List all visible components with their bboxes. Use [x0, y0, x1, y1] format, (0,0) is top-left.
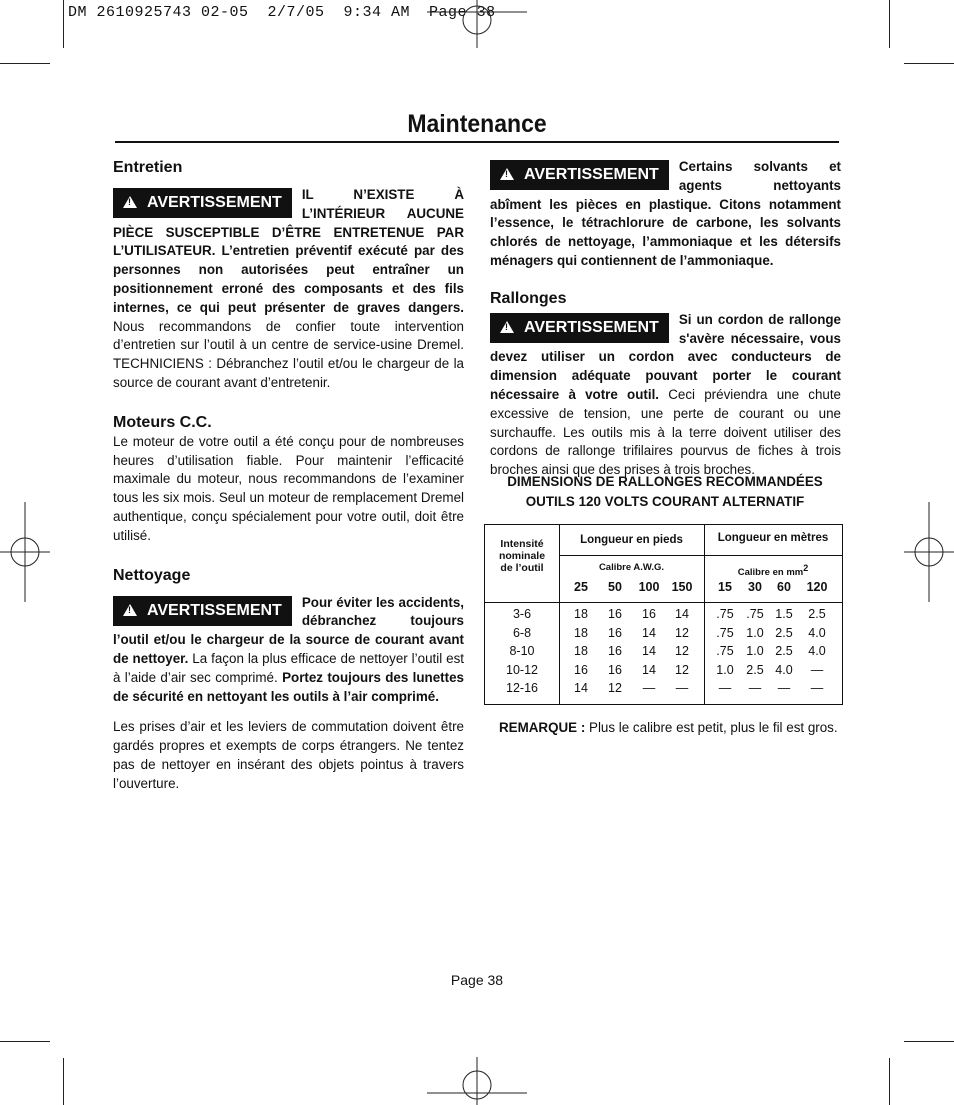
amps-cell: 10-12	[506, 662, 538, 677]
awg-cell: 16	[608, 625, 622, 640]
page-title: Maintenance	[407, 110, 547, 138]
amps-cell: 8-10	[509, 644, 535, 658]
crop-mark	[0, 63, 50, 64]
amps-cell: 12-16	[506, 681, 538, 695]
extension-cord-table	[484, 524, 843, 705]
heading-nettoyage: Nettoyage	[113, 566, 191, 584]
crop-mark	[904, 1041, 954, 1042]
crop-mark	[63, 0, 64, 48]
awg-cell: 14	[675, 607, 689, 621]
mm-cell: 4.0	[808, 644, 826, 658]
mm-cell: 1.0	[716, 662, 734, 677]
awg-cell: 16	[608, 662, 622, 677]
mm-cell: 2.5	[746, 662, 764, 677]
awg-cell: 16	[608, 644, 622, 658]
awg-cell: 12	[608, 681, 622, 695]
awg-cell: 18	[574, 625, 588, 640]
mm-cell: —	[748, 681, 762, 695]
rallonges-text: !AVERTISSEMENT Si un cordon de rallonge s'avère nécessaire, vous devez utiliser un cordon avec conducteurs de dimension adéquate pouvant porter le courant nécessaire à votre outil. Ceci préviendra une chute excessive de tension, une perte de courant ou une surchauffe. Les outils mis à la terre doivent utiliser des cordons de rallonge trifilaires pourvus de fiches à trois broches ainsi que des prises à trois broches.	[490, 311, 841, 480]
mm-cell: 2.5	[775, 625, 793, 640]
awg-cell: —	[642, 681, 656, 695]
page-number: Page 38	[450, 972, 504, 988]
warning-badge: !AVERTISSEMENT	[490, 160, 669, 190]
col-header-feet: Longueur en pieds	[580, 534, 683, 546]
awg-cell: 12	[675, 625, 689, 640]
feet-header-cell: 150	[671, 580, 693, 594]
remark: REMARQUE : Plus le calibre est petit, plus le fil est gros.	[499, 720, 838, 735]
meters-header-cell: 15	[718, 580, 732, 594]
mm-cell: 2.5	[808, 607, 826, 621]
warning-badge: !AVERTISSEMENT	[113, 188, 292, 218]
mm-cell: 1.0	[746, 644, 764, 658]
warning-triangle-icon	[500, 321, 514, 333]
registration-mark-left	[0, 502, 50, 602]
awg-cell: 16	[642, 607, 656, 621]
mm-cell: 1.5	[775, 607, 793, 621]
mm-cell: 4.0	[808, 625, 826, 640]
solvants-text: !AVERTISSEMENT Certains solvants et agents nettoyants abîment les pièces en plastique. Citons notamment l’essence, le tétrachlorure de carbone, les solvants chlorés de nettoyage, l’ammoniaque et les détersifs ménagers qui contiennent de l’ammoniaque.	[490, 158, 841, 271]
crop-mark	[889, 0, 890, 48]
feet-header-cell: 25	[574, 580, 588, 594]
feet-header-cell: 50	[608, 580, 622, 594]
mm-cell: —	[810, 681, 824, 695]
awg-cell: 14	[642, 662, 656, 677]
col-header-amps: Intensité nominale de l’outil	[498, 538, 546, 574]
mm-cell: 2.5	[775, 644, 793, 658]
awg-cell: 16	[574, 662, 588, 677]
amps-cell: 6-8	[512, 625, 532, 640]
meters-header-cell: 120	[806, 580, 828, 594]
awg-cell: 18	[574, 644, 588, 658]
heading-moteurs: Moteurs C.C.	[113, 413, 212, 431]
crop-mark	[0, 1041, 50, 1042]
mm-cell: .75	[746, 607, 764, 621]
awg-cell: 14	[642, 644, 656, 658]
mm-cell: —	[810, 662, 824, 677]
table-title: DIMENSIONS DE RALLONGES RECOMMANDÉES OUTILS 120 VOLTS COURANT ALTERNATIF	[507, 474, 823, 509]
warning-badge: !AVERTISSEMENT	[490, 313, 669, 343]
col-header-meters: Longueur en mètres	[717, 532, 829, 544]
mm-cell: —	[777, 681, 791, 695]
title-rule	[115, 141, 839, 143]
registration-mark-top	[427, 0, 527, 50]
crop-mark	[904, 63, 954, 64]
moteurs-text: Le moteur de votre outil a été conçu pour de nombreuses heures d’utilisation fiable. Pour maintenir l’efficacité maximale du moteur, nous recommandons de l’examiner tous les six mois. Seul un moteur de remplacement Dremel authentique, conçu spécialement pour votre outil, doit être utilisé.	[113, 433, 464, 543]
awg-cell: 16	[608, 607, 622, 621]
warning-triangle-icon	[123, 604, 137, 616]
mm-cell: .75	[716, 625, 734, 640]
mm-cell: —	[718, 681, 732, 695]
mm-cell: .75	[716, 607, 734, 621]
heading-rallonges: Rallonges	[490, 289, 567, 307]
registration-mark-bottom	[427, 1055, 527, 1105]
crop-mark	[63, 1058, 64, 1105]
entretien-text: !AVERTISSEMENT IL N’EXISTE À L’INTÉRIEUR AUCUNE PIÈCE SUSCEPTIBLE D’ÊTRE ENTRETENUE PAR L’UTILISATEUR. L’entretien préventif exécuté par des personnes non autorisées peut entraîner un positionnement erroné des composants et des fils internes, ce qui peut présenter de graves dangers. Nous recommandons de confier toute intervention d’entretien sur l’outil à un centre de service-usine Dremel. TECHNICIENS : Débranchez l’outil et/ou le chargeur de la source de courant avant d’entretenir.	[113, 186, 464, 393]
amps-cell: 3-6	[512, 607, 532, 621]
nettoyage-text-2: Les prises d’air et les leviers de commutation doivent être gardés propres et exempts de corps étrangers. Ne tentez pas de nettoyer en insérant des objets pointus à travers l’ouverture.	[113, 719, 464, 791]
mm-cell: 1.0	[746, 625, 764, 640]
warning-triangle-icon	[500, 168, 514, 180]
meters-header-cell: 30	[748, 580, 762, 594]
heading-entretien: Entretien	[113, 159, 183, 176]
mm-cell: .75	[716, 644, 734, 658]
awg-label: Calibre A.W.G.	[598, 562, 665, 573]
awg-cell: 12	[675, 644, 689, 658]
crop-mark	[889, 1058, 890, 1105]
awg-cell: 14	[642, 625, 656, 640]
right-column	[490, 158, 841, 480]
feet-header-cell: 100	[638, 580, 660, 594]
warning-badge: !AVERTISSEMENT	[113, 596, 292, 626]
nettoyage-text: !AVERTISSEMENT Pour éviter les accidents, débranchez toujours l’outil et/ou le chargeur de la source de courant avant de nettoyer. La façon la plus efficace de nettoyer l’outil est à l’aide d’air sec comprimé. Portez toujours des lunettes de sécurité en nettoyant les outils à l’air comprimé.	[113, 594, 464, 707]
awg-cell: 18	[574, 607, 588, 621]
mm-label: Calibre en $mm^2$	[737, 563, 809, 579]
awg-cell: 12	[675, 662, 689, 677]
awg-cell: —	[675, 681, 689, 695]
mm-cell: 4.0	[775, 662, 793, 677]
registration-mark-right	[904, 502, 954, 602]
warning-triangle-icon	[123, 196, 137, 208]
print-slug: DM 2610925743 02-05 2/7/05 9:34 AM Page 38	[68, 4, 496, 21]
meters-header-cell: 60	[777, 580, 791, 594]
left-column	[113, 158, 464, 794]
awg-cell: 14	[574, 681, 588, 695]
